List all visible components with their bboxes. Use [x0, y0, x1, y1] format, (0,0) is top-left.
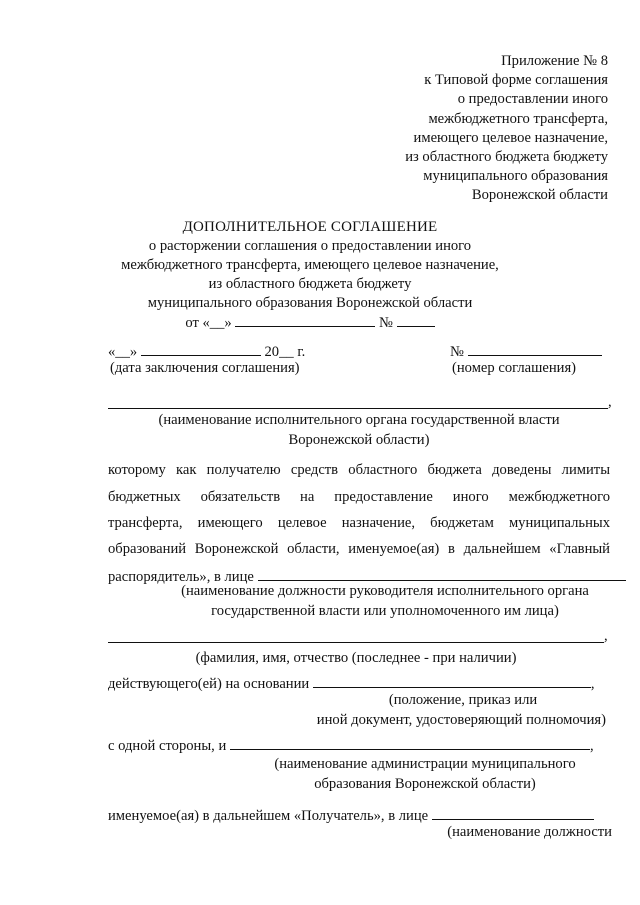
title-block [100, 218, 520, 333]
recipient-label: именуемое(ая) в дальнейшем «Получатель», в лице [108, 808, 429, 824]
title-line: межбюджетного трансферта, имеющего целевое назначение, [121, 257, 499, 273]
recipient-position-caption: (наименование должности [447, 824, 612, 840]
head-position-caption [160, 581, 610, 621]
agreement-year: 20__ г. [264, 344, 306, 360]
body-line: которому как получателю средств областного бюджета доведены лимиты [108, 462, 610, 478]
fio-comma: , [604, 628, 608, 644]
appendix-line: к Типовой форме соглашения [424, 72, 608, 89]
title-line: из областного бюджета бюджету [208, 276, 412, 292]
head-position-field[interactable] [258, 567, 626, 581]
appendix-line: Приложение № 8 [501, 53, 608, 69]
agreement-date-open: «__» [108, 344, 138, 360]
agreement-number-prefix: № [450, 344, 464, 360]
title-date-line [100, 313, 520, 333]
appendix-block [288, 52, 608, 206]
agreement-number-caption: (номер соглашения) [452, 360, 577, 376]
agreement-date-caption: (дата заключения соглашения) [110, 360, 300, 376]
fio-caption: (фамилия, имя, отчество (последнее - при наличии) [195, 650, 517, 666]
body-line-text: распорядитель», в лице [108, 569, 254, 585]
caption-line: иной документ, удостоверяющий полномочия) [316, 712, 606, 728]
title-date-prefix: от «__» [185, 315, 232, 331]
agreement-number-field[interactable] [468, 342, 602, 356]
title-number-prefix: № [379, 315, 393, 331]
appendix-line: имеющего целевое назначение, [413, 129, 608, 146]
administration-field[interactable] [230, 736, 590, 750]
body-line: бюджетных обязательств на предоставление иного межбюджетного [108, 489, 610, 505]
executive-organ-field[interactable] [108, 408, 608, 409]
recipient-position-field[interactable] [432, 806, 594, 820]
appendix-line: о предоставлении иного [457, 91, 608, 108]
agreement-date-line [108, 342, 305, 361]
fio-field[interactable] [108, 642, 604, 643]
caption-line: государственной власти или уполномоченного им лица) [211, 603, 559, 619]
caption-line: (наименование администрации муниципального [274, 756, 576, 772]
executive-organ-caption [108, 410, 610, 450]
administration-caption [240, 754, 610, 794]
document-title: ДОПОЛНИТЕЛЬНОЕ СОГЛАШЕНИЕ [182, 219, 438, 235]
appendix-line: Воронежской области [471, 187, 608, 204]
appendix-line: муниципального образования [423, 168, 608, 185]
title-line: о расторжении соглашения о предоставлении иного [148, 238, 472, 254]
agreement-date-field[interactable] [141, 342, 261, 356]
appendix-line: из областного бюджета бюджету [405, 149, 608, 166]
agreement-number-line [450, 342, 602, 361]
side-line [108, 736, 594, 755]
caption-line: образования Воронежской области) [314, 776, 536, 792]
body-line: трансферта, имеющего целевое назначение, бюджетам муниципальных [108, 515, 610, 531]
basis-caption [300, 690, 606, 730]
body-line: образований Воронежской области, именуемое(ая) в дальнейшем «Главный [108, 541, 610, 557]
title-number-field[interactable] [397, 313, 435, 327]
appendix-line: межбюджетного трансферта, [428, 110, 608, 127]
caption-line: Воронежской области) [288, 432, 430, 448]
title-date-field[interactable] [235, 313, 375, 327]
title-line: муниципального образования Воронежской области [147, 295, 473, 311]
caption-line: (наименование исполнительного органа государственной власти [158, 412, 560, 428]
caption-line: (наименование должности руководителя исполнительного органа [181, 583, 589, 599]
side-label: с одной стороны, и [108, 738, 227, 754]
basis-label: действующего(ей) на основании [108, 676, 310, 692]
side-comma: , [589, 738, 594, 754]
caption-line: (положение, приказ или [388, 692, 538, 708]
executive-organ-comma: , [608, 394, 612, 410]
basis-comma: , [590, 676, 595, 692]
basis-field[interactable] [313, 674, 591, 688]
